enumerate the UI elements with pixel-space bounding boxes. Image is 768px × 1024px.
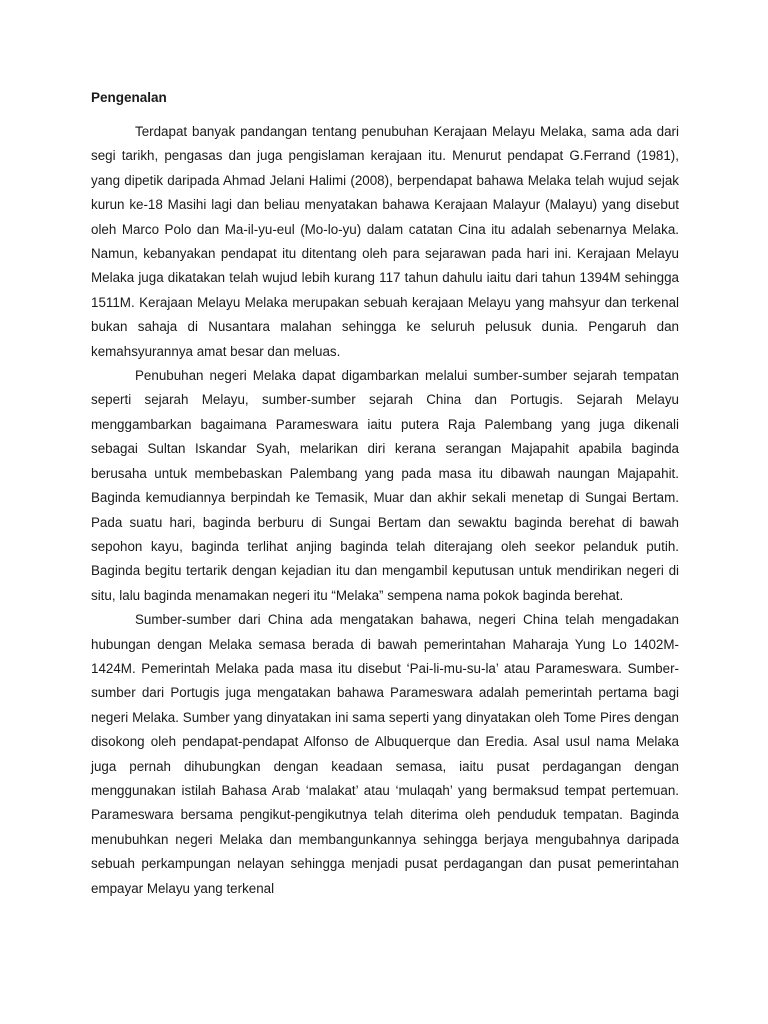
paragraph-3: Sumber-sumber dari China ada mengatakan bahawa, negeri China telah mengadakan hubungan dengan Melaka semasa berada di bawah pemerintahan Maharaja Yung Lo 1402M-1424M. Pemerintah Melaka pada masa itu disebut ‘Pai-li-mu-su-la’ atau Parameswara. Sumber-sumber dari Portugis juga mengatakan bahawa Parameswara adalah pemerintah pertama bagi negeri Melaka. Sumber yang dinyatakan ini sama seperti yang dinyatakan oleh Tome Pires dengan disokong oleh pendapat-pendapat Alfonso de Albuquerque dan Eredia. Asal usul nama Melaka juga pernah dihubungkan dengan keadaan semasa, iaitu pusat perdagangan dengan menggunakan istilah Bahasa Arab ‘malakat’ atau ‘mulaqah’ yang bermaksud tempat pertemuan. Parameswara bersama pengikut-pengikutnya telah diterima oleh penduduk tempatan. Baginda menubuhkan negeri Melaka dan membangunkannya sehingga berjaya mengubahnya daripada sebuah perkampungan nelayan sehingga menjadi pusat perdagangan dan pusat pemerintahan empayar Melayu yang terkenal — [91, 612, 679, 896]
document-page — [91, 86, 679, 901]
paragraph-1: Terdapat banyak pandangan tentang penubuhan Kerajaan Melayu Melaka, sama ada dari segi tarikh, pengasas dan juga pengislaman kerajaan itu. Menurut pendapat G.Ferrand (1981), yang dipetik daripada Ahmad Jelani Halimi (2008), berpendapat bahawa Melaka telah wujud sejak kurun ke-18 Masihi lagi dan beliau menyatakan bahawa Kerajaan Malayur (Malayu) yang disebut oleh Marco Polo dan Ma-il-yu-eul (Mo-lo-yu) dalam catatan Cina itu adalah sebenarnya Melaka. Namun, kebanyakan pendapat itu ditentang oleh para sejarawan pada hari ini. Kerajaan Melayu Melaka juga dikatakan telah wujud lebih kurang 117 tahun dahulu iaitu dari tahun 1394M sehingga 1511M. Kerajaan Melayu Melaka merupakan sebuah kerajaan Melayu yang mahsyur dan terkenal bukan sahaja di Nusantara malahan sehingga ke seluruh pelusuk dunia. Pengaruh dan kemahsyurannya amat besar dan meluas. — [91, 124, 679, 359]
paragraph-2: Penubuhan negeri Melaka dapat digambarkan melalui sumber-sumber sejarah tempatan seperti sejarah Melayu, sumber-sumber sejarah China dan Portugis. Sejarah Melayu menggambarkan bagaimana Parameswara iaitu putera Raja Palembang yang juga dikenali sebagai Sultan Iskandar Syah, melarikan diri kerana serangan Majapahit apabila baginda berusaha untuk membebaskan Palembang yang pada masa itu dibawah naungan Majapahit. Baginda kemudiannya berpindah ke Temasik, Muar dan akhir sekali menetap di Sungai Bertam. Pada suatu hari, baginda berburu di Sungai Bertam dan sewaktu baginda berehat di bawah sepohon kayu, baginda terlihat anjing baginda telah diterajang oleh seekor pelanduk putih. Baginda begitu tertarik dengan kejadian itu dan mengambil keputusan untuk mendirikan negeri di situ, lalu baginda menamakan negeri itu “Melaka” sempena nama pokok baginda berehat. — [91, 368, 679, 603]
section-heading: Pengenalan — [91, 90, 167, 105]
